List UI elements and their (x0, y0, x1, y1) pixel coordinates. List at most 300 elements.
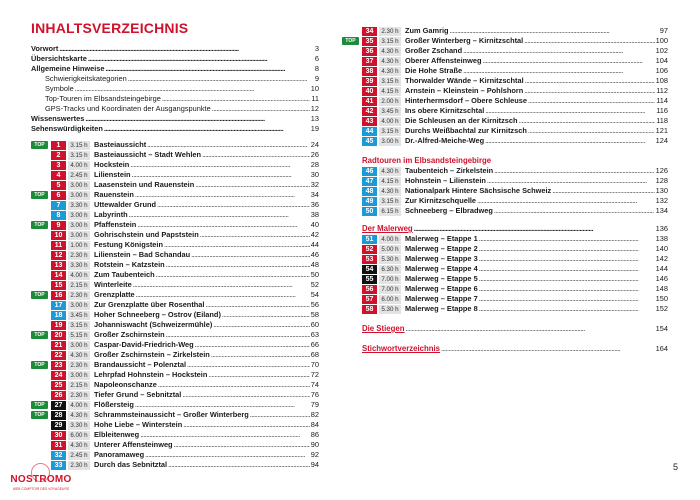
malerweg-heading: Der Malerweg (362, 224, 413, 233)
tour-duration: 3.15 h (379, 197, 401, 206)
tour-number-badge: 2 (51, 151, 66, 160)
leader-dots (450, 26, 659, 36)
tour-row[interactable] (31, 230, 319, 240)
malerweg-page: 136 (655, 224, 668, 233)
tour-page: 124 (655, 136, 668, 145)
tour-number-badge: 20 (51, 331, 66, 340)
tour-name: Lilienstein – Bad Schandau (94, 250, 191, 259)
leader-dots (479, 254, 655, 264)
tour-number-badge: 31 (51, 441, 66, 450)
tour-page: 74 (310, 380, 319, 389)
leader-dots (195, 340, 310, 350)
tour-number-badge: 14 (51, 271, 66, 280)
tour-name: Festung Königstein (94, 240, 163, 249)
tour-number-badge: 35 (362, 37, 377, 46)
tour-name: Gohrischstein und Papststein (94, 230, 199, 239)
tour-number-badge: 30 (51, 431, 66, 440)
stiegen-heading: Die Stiegen (362, 324, 405, 333)
tour-row[interactable] (31, 220, 319, 230)
tour-name: Hohe Liebe – Winterstein (94, 420, 183, 429)
tour-page: 68 (310, 350, 319, 359)
tour-duration: 2.45 h (68, 451, 90, 460)
tour-number-badge: 13 (51, 261, 66, 270)
tour-number-badge: 5 (51, 181, 66, 190)
tour-duration: 3.00 h (68, 181, 90, 190)
leader-dots (191, 250, 310, 260)
leader-dots (208, 370, 309, 380)
tour-row[interactable] (31, 240, 319, 250)
tour-name: Dr.-Alfred-Meiche-Weg (405, 136, 485, 145)
tour-row[interactable] (362, 76, 668, 86)
tour-name: Tiefer Grund – Sebnitztal (94, 390, 182, 399)
tour-row[interactable] (362, 234, 668, 244)
top-tour-badge: TOP (342, 37, 359, 45)
tour-page: 63 (310, 330, 319, 339)
tour-name: Hohnstein – Lilienstein (405, 176, 486, 185)
tour-duration: 6.30 h (379, 265, 401, 274)
stiegen-line[interactable] (362, 324, 668, 334)
leader-dots (183, 420, 310, 430)
tour-row[interactable] (31, 180, 319, 190)
tour-name: Uttewalder Grund (94, 200, 157, 209)
tour-row[interactable] (362, 244, 668, 254)
tour-duration: 1.00 h (68, 241, 90, 250)
tour-page: 118 (656, 116, 668, 125)
tour-name: Basteiaussicht – Stadt Wehlen (94, 150, 202, 159)
tour-page: 142 (655, 254, 668, 263)
tour-row[interactable] (31, 300, 319, 310)
tour-row[interactable] (31, 400, 319, 410)
tour-name: Panoramaweg (94, 450, 145, 459)
tour-number-badge: 8 (51, 211, 66, 220)
tour-number-badge: 47 (362, 177, 377, 186)
tour-number-badge: 52 (362, 245, 377, 254)
tour-number-badge: 44 (362, 127, 377, 136)
tour-page: 84 (310, 420, 319, 429)
tour-page: 121 (655, 126, 668, 135)
leader-dots (195, 180, 310, 190)
leader-dots (211, 350, 310, 360)
tour-row[interactable] (362, 46, 668, 56)
tour-page: 108 (655, 76, 668, 85)
tour-name: Pfaffenstein (94, 220, 137, 229)
toc-entry-label: Schwierigkeitskategorien (45, 74, 127, 83)
leader-dots (156, 270, 310, 280)
tour-duration: 3.00 h (379, 137, 401, 146)
tour-row[interactable] (31, 160, 319, 170)
tour-name: Winterleite (94, 280, 132, 289)
radtouren-heading: Radtouren im Elbsandsteingebirge (362, 156, 492, 165)
tour-duration: 3.15 h (379, 127, 401, 136)
leader-dots (477, 196, 655, 206)
tour-row[interactable] (362, 196, 668, 206)
tour-name: Arnstein – Kleinstein – Pohlshorn (405, 86, 524, 95)
tour-duration: 4.00 h (68, 161, 90, 170)
tour-row[interactable] (31, 450, 319, 460)
tour-duration: 6.15 h (379, 207, 401, 216)
leader-dots (494, 206, 655, 216)
tour-row[interactable] (362, 304, 668, 314)
tour-page: 52 (310, 280, 319, 289)
tour-page: 140 (655, 244, 668, 253)
tour-name: Hinterhermsdorf – Obere Schleuse (405, 96, 527, 105)
tour-row[interactable] (31, 370, 319, 380)
tour-duration: 3.00 h (68, 211, 90, 220)
tour-row[interactable] (31, 310, 319, 320)
tour-name: Malerweg – Etappe 1 (405, 234, 478, 243)
tour-number-badge: 1 (51, 141, 66, 150)
tour-page: 86 (310, 430, 319, 439)
toc-entry[interactable] (31, 94, 319, 104)
tour-row[interactable] (31, 140, 319, 150)
tour-number-badge: 3 (51, 161, 66, 170)
leader-dots (479, 274, 655, 284)
tour-number-badge: 25 (51, 381, 66, 390)
tour-page: 90 (310, 440, 319, 449)
tour-name: Hockstein (94, 160, 130, 169)
leader-dots (135, 190, 310, 200)
leader-dots (485, 136, 655, 146)
tour-name: Die Hohe Straße (405, 66, 463, 75)
leader-dots (405, 324, 654, 334)
tour-duration: 2.30 h (379, 27, 401, 36)
tour-page: 150 (655, 294, 668, 303)
leader-dots (525, 76, 655, 86)
leader-dots (479, 244, 655, 254)
leader-dots (205, 300, 309, 310)
tour-row[interactable] (345, 36, 668, 46)
tour-number-badge: 49 (362, 197, 377, 206)
tour-row[interactable] (31, 150, 319, 160)
tour-name: Schrammsteinaussicht – Großer Winterberg (94, 410, 249, 419)
tour-row[interactable] (362, 206, 668, 216)
tour-row[interactable] (31, 420, 319, 430)
leader-dots (75, 84, 310, 94)
tour-number-badge: 21 (51, 341, 66, 350)
tour-page: 100 (655, 36, 668, 45)
tour-number-badge: 28 (51, 411, 66, 420)
leader-dots (166, 260, 310, 270)
tour-name: Labyrinth (94, 210, 128, 219)
tour-row[interactable] (362, 274, 668, 284)
tour-number-badge: 48 (362, 187, 377, 196)
tour-row[interactable] (31, 330, 319, 340)
leader-dots (59, 44, 314, 54)
tour-page: 40 (310, 220, 319, 229)
tour-name: Zum Gamrig (405, 26, 449, 35)
tour-number-badge: 54 (362, 265, 377, 274)
tour-number-badge: 16 (51, 291, 66, 300)
toc-entry[interactable] (31, 124, 319, 134)
tour-row[interactable] (362, 186, 668, 196)
tour-page: 148 (655, 284, 668, 293)
tour-page: 60 (310, 320, 319, 329)
leader-dots (212, 104, 310, 114)
tour-number-badge: 4 (51, 171, 66, 180)
tour-row[interactable] (362, 116, 668, 126)
toc-entry-page: 19 (310, 124, 319, 133)
tour-row[interactable] (31, 190, 319, 200)
leader-dots (441, 344, 655, 354)
tour-number-badge: 33 (51, 461, 66, 470)
tour-row[interactable] (362, 56, 668, 66)
tour-duration: 4.30 h (379, 57, 401, 66)
malerweg-heading-line[interactable] (362, 224, 668, 234)
tour-number-badge: 42 (362, 107, 377, 116)
page-title: INHALTSVERZEICHNIS (31, 20, 189, 36)
tour-name: Basteiaussicht (94, 140, 147, 149)
leader-dots (213, 320, 309, 330)
tour-page: 28 (310, 160, 319, 169)
tour-row[interactable] (362, 26, 668, 36)
tour-row[interactable] (31, 360, 319, 370)
tour-page: 34 (310, 190, 319, 199)
toc-entry-page: 13 (310, 114, 319, 123)
tour-name: Großer Zschirnstein (94, 330, 165, 339)
tour-duration: 3.15 h (68, 151, 90, 160)
tour-number-badge: 56 (362, 285, 377, 294)
tour-number-badge: 34 (362, 27, 377, 36)
tour-page: 66 (310, 340, 319, 349)
tour-name: Brandaussicht – Polenztal (94, 360, 186, 369)
toc-entry[interactable] (31, 44, 319, 54)
tour-duration: 3.15 h (68, 141, 90, 150)
tour-duration: 2.00 h (379, 97, 401, 106)
tour-number-badge: 22 (51, 351, 66, 360)
tour-duration: 5.00 h (379, 245, 401, 254)
tour-page: 94 (310, 460, 319, 469)
tour-row[interactable] (31, 290, 319, 300)
tour-page: 116 (656, 106, 668, 115)
tour-number-badge: 6 (51, 191, 66, 200)
toc-entry-label: Vorwort (31, 44, 59, 53)
tour-duration: 4.30 h (379, 187, 401, 196)
tour-row[interactable] (31, 390, 319, 400)
toc-entry-page: 6 (314, 54, 319, 63)
tour-page: 48 (310, 260, 319, 269)
tour-duration: 7.00 h (379, 285, 401, 294)
toc-entry[interactable] (31, 74, 319, 84)
tour-number-badge: 23 (51, 361, 66, 370)
toc-entry[interactable] (31, 54, 319, 64)
tour-name: Ins obere Kirnitzschtal (405, 106, 485, 115)
tour-number-badge: 57 (362, 295, 377, 304)
tour-row[interactable] (31, 170, 319, 180)
tour-name: Großer Winterberg – Kirnitzschtal (405, 36, 524, 45)
leader-dots (166, 330, 310, 340)
tour-name: Zur Grenzplatte über Rosenthal (94, 300, 205, 309)
tour-duration: 2.15 h (68, 381, 90, 390)
tour-row[interactable] (31, 200, 319, 210)
tour-row[interactable] (362, 126, 668, 136)
stichwort-line[interactable] (362, 344, 668, 354)
leader-dots (479, 264, 655, 274)
tour-duration: 2.30 h (68, 251, 90, 260)
tour-number-badge: 24 (51, 371, 66, 380)
tour-row[interactable] (31, 430, 319, 440)
leader-dots (519, 116, 656, 126)
tour-number-badge: 45 (362, 137, 377, 146)
tour-row[interactable] (31, 320, 319, 330)
toc-entry[interactable] (31, 64, 319, 74)
leader-dots (487, 176, 655, 186)
tour-row[interactable] (31, 350, 319, 360)
tour-row[interactable] (362, 254, 668, 264)
tour-row[interactable] (31, 270, 319, 280)
tour-name: Lilienstein (94, 170, 131, 179)
tour-duration: 4.00 h (68, 271, 90, 280)
tour-row[interactable] (31, 260, 319, 270)
tour-row[interactable] (31, 410, 319, 420)
tour-row[interactable] (362, 264, 668, 274)
tour-duration: 3.30 h (68, 261, 90, 270)
tour-duration: 6.00 h (379, 295, 401, 304)
tour-number-badge: 40 (362, 87, 377, 96)
tour-page: 134 (655, 206, 668, 215)
tour-name: Hoher Schneeberg – Ostrov (Eiland) (94, 310, 221, 319)
tour-duration: 2.30 h (68, 391, 90, 400)
logo-brand: NOSTROMO (10, 474, 72, 485)
top-tour-badge: TOP (31, 191, 48, 199)
tour-row[interactable] (362, 176, 668, 186)
tour-page: 102 (655, 46, 668, 55)
tour-name: Malerweg – Etappe 4 (405, 264, 478, 273)
leader-dots (485, 106, 655, 116)
tour-row[interactable] (362, 166, 668, 176)
tour-duration: 3.45 h (379, 107, 401, 116)
tour-row[interactable] (362, 96, 668, 106)
leader-dots (463, 46, 655, 56)
tour-name: Malerweg – Etappe 5 (405, 274, 478, 283)
tour-name: Durch das Sebnitztal (94, 460, 168, 469)
tour-row[interactable] (362, 86, 668, 96)
tour-name: Rotstein – Katzstein (94, 260, 165, 269)
leader-dots (524, 36, 654, 46)
leader-dots (528, 96, 655, 106)
tour-page: 130 (655, 186, 668, 195)
leader-dots (528, 126, 655, 136)
tour-name: Caspar-David-Friedrich-Weg (94, 340, 194, 349)
tour-name: Taubenteich – Zirkelstein (405, 166, 494, 175)
leader-dots (494, 166, 654, 176)
tour-number-badge: 51 (362, 235, 377, 244)
top-tour-badge: TOP (31, 291, 48, 299)
leader-dots (162, 94, 310, 104)
tour-name: Malerweg – Etappe 6 (405, 284, 478, 293)
top-tour-badge: TOP (31, 331, 48, 339)
toc-entry-label: Sehenswürdigkeiten (31, 124, 103, 133)
leader-dots (182, 390, 309, 400)
leader-dots (483, 56, 655, 66)
toc-entry[interactable] (31, 84, 319, 94)
tour-duration: 4.30 h (379, 47, 401, 56)
tour-number-badge: 9 (51, 221, 66, 230)
tour-number-badge: 36 (362, 47, 377, 56)
toc-entry-page: 10 (310, 84, 319, 93)
logo-tagline: WEB COMPTOIR DES VOYAGEURS (12, 487, 70, 491)
tour-page: 44 (310, 240, 319, 249)
leader-dots (463, 66, 655, 76)
tour-page: 70 (310, 360, 319, 369)
top-tour-badge: TOP (31, 221, 48, 229)
tour-row[interactable] (31, 340, 319, 350)
tour-duration: 3.00 h (68, 191, 90, 200)
tour-duration: 3.30 h (68, 421, 90, 430)
top-tour-badge: TOP (31, 361, 48, 369)
tour-row[interactable] (362, 66, 668, 76)
tour-name: Schneeberg – Elbradweg (405, 206, 493, 215)
leader-dots (250, 410, 310, 420)
tour-duration: 4.00 h (379, 117, 401, 126)
leader-dots (202, 150, 310, 160)
leader-dots (145, 450, 310, 460)
front-matter-list (31, 44, 319, 134)
toc-entry-label: Symbole (45, 84, 74, 93)
tour-row[interactable] (31, 440, 319, 450)
tour-page: 114 (656, 96, 668, 105)
tour-number-badge: 11 (51, 241, 66, 250)
toc-entry[interactable] (31, 114, 319, 124)
leader-dots (222, 310, 310, 320)
tour-duration: 3.00 h (68, 371, 90, 380)
tour-row[interactable] (31, 380, 319, 390)
tour-duration: 3.30 h (68, 201, 90, 210)
tour-row[interactable] (362, 284, 668, 294)
tour-number-badge: 55 (362, 275, 377, 284)
tour-name: Lehrpfad Hohnstein – Hockstein (94, 370, 208, 379)
tour-duration: 4.15 h (379, 177, 401, 186)
leader-dots (85, 114, 309, 124)
tour-row[interactable] (31, 210, 319, 220)
leader-dots (88, 54, 314, 64)
tour-row[interactable] (31, 280, 319, 290)
tour-duration: 4.30 h (379, 167, 401, 176)
leader-dots (524, 86, 655, 96)
leader-dots (479, 304, 655, 314)
stichwort-page: 164 (655, 344, 668, 353)
tour-duration: 3.00 h (68, 341, 90, 350)
tour-row[interactable] (362, 136, 668, 146)
tour-row[interactable] (31, 250, 319, 260)
tour-duration: 4.30 h (68, 351, 90, 360)
tour-name: Laasenstein und Rauenstein (94, 180, 195, 189)
stichwort-heading: Stichwortverzeichnis (362, 344, 440, 353)
toc-entry[interactable] (31, 104, 319, 114)
tour-row[interactable] (362, 294, 668, 304)
tour-page: 30 (310, 170, 319, 179)
tour-number-badge: 17 (51, 301, 66, 310)
leader-dots (104, 124, 310, 134)
tour-name: Flößersteig (94, 400, 134, 409)
tour-name: Malerweg – Etappe 8 (405, 304, 478, 313)
tour-duration: 3.15 h (379, 37, 401, 46)
toc-entry-page: 12 (310, 104, 319, 113)
tour-number-badge: 58 (362, 305, 377, 314)
tour-number-badge: 15 (51, 281, 66, 290)
malerweg-list (362, 234, 668, 314)
tour-page: 146 (655, 274, 668, 283)
tour-page: 106 (655, 66, 668, 75)
tour-page: 58 (310, 310, 319, 319)
leader-dots (136, 290, 310, 300)
tour-duration: 2.45 h (68, 171, 90, 180)
top-tour-badge: TOP (31, 401, 48, 409)
tour-page: 128 (655, 176, 668, 185)
tour-number-badge: 26 (51, 391, 66, 400)
tour-row[interactable] (362, 106, 668, 116)
leader-dots (133, 280, 310, 290)
tour-page: 72 (310, 370, 319, 379)
